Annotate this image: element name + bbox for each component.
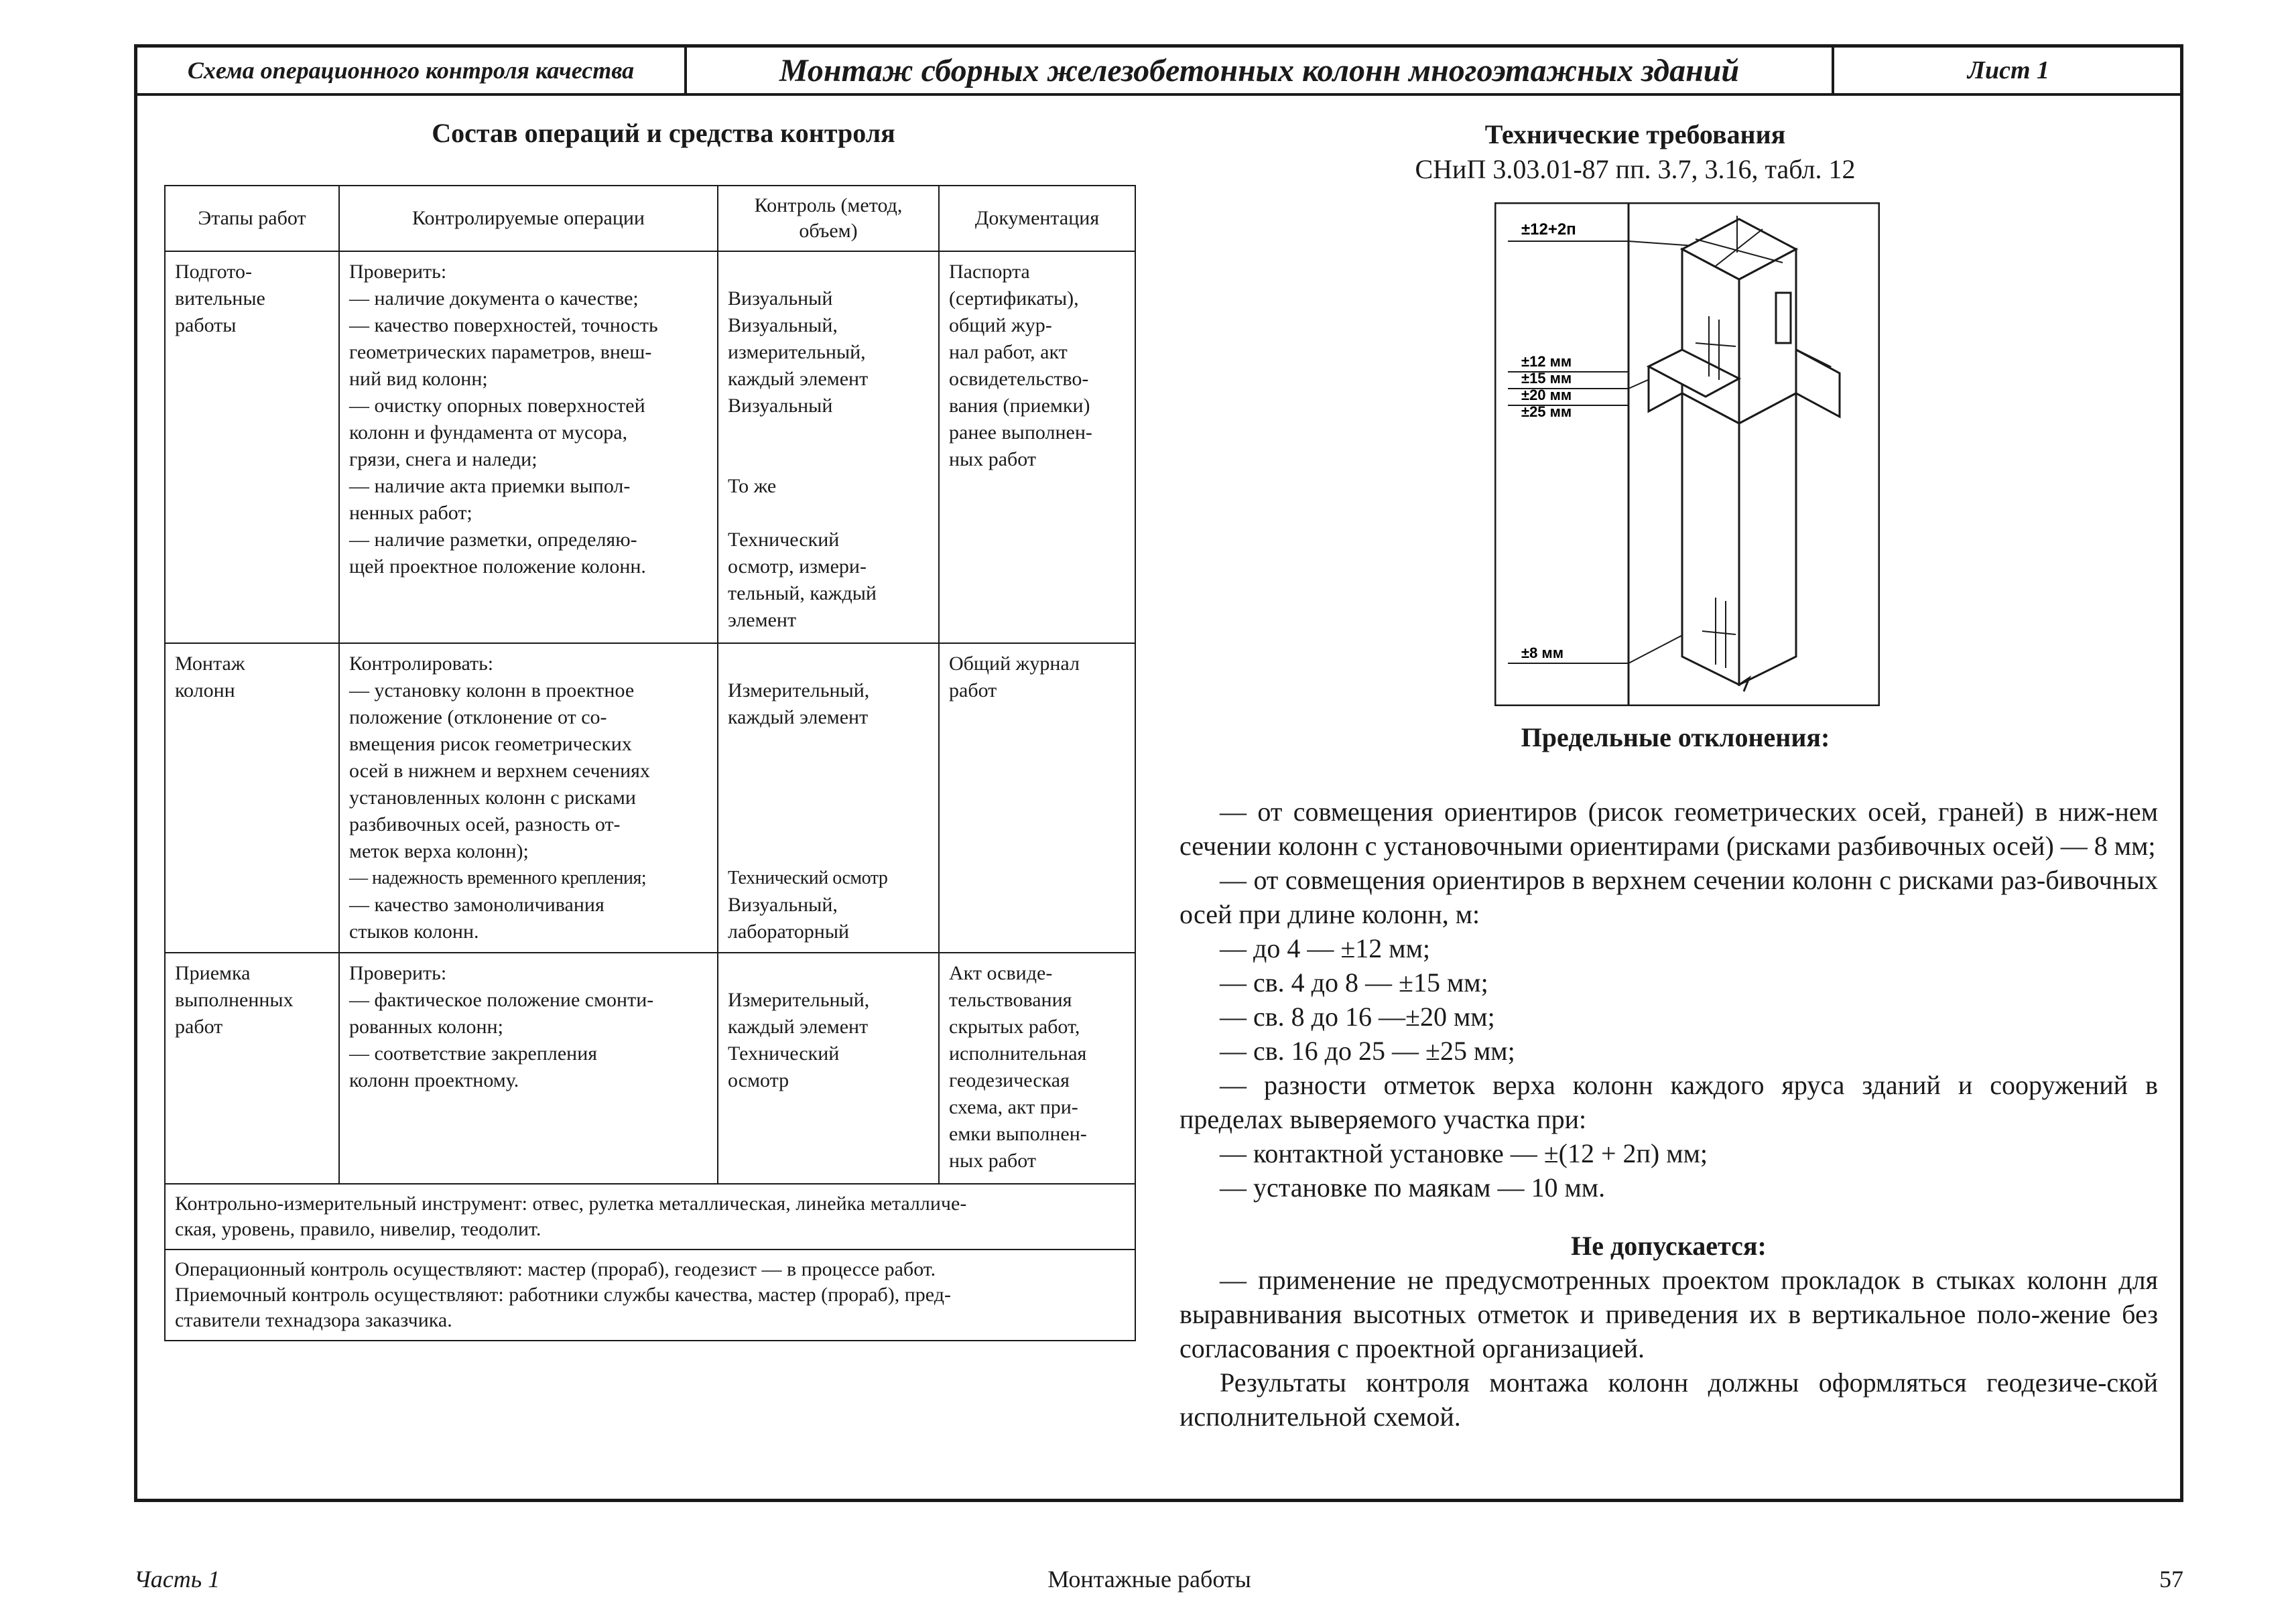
limit-item: — св. 16 до 25 — ±25 мм; — [1220, 1036, 1515, 1066]
left-section-title: Состав операций и средства контроля — [432, 118, 895, 148]
requirements-title: Технические требования — [1484, 119, 1786, 149]
cell-line: Проверить: — [349, 962, 447, 984]
cell-line: — надежность временного крепления; — [349, 868, 647, 888]
cell-line: ставители технадзора заказчика. — [175, 1309, 452, 1331]
cell-line — [728, 446, 929, 473]
table-row — [165, 251, 1135, 643]
cell-line: емки выполнен- — [949, 1123, 1087, 1145]
limit-item: — от совмещения ориентиров (рисок геометрических осей, граней) в ниж-нем сечении колонн с установочными ориентирами (рисками разбивочных осей) — 8 мм; — [1179, 797, 2158, 861]
requirements-subtitle: СНиП 3.03.01-87 пп. 3.7, 3.16, табл. 12 — [1415, 154, 1856, 184]
cell-line: Визуальный, — [728, 894, 838, 916]
cell-line — [728, 785, 929, 811]
cell-line: стыков колонн. — [349, 921, 479, 943]
column-tolerance-drawing — [1494, 202, 1880, 706]
limit-item: — св. 8 до 16 —±20 мм; — [1220, 1002, 1495, 1032]
cell-line: разбивочных осей, разность от- — [349, 813, 621, 835]
cell-line — [728, 731, 929, 758]
cell-line — [728, 838, 929, 865]
cell-line: ская, уровень, правило, нивелир, теодолит. — [175, 1218, 541, 1240]
limit-item: — разности отметок верха колонн каждого яруса зданий и сооружений в пределах выверяемого участка при: — [1179, 1070, 2158, 1134]
label-mid-2: ±15 мм — [1521, 370, 1572, 387]
cell-line: ных работ — [949, 448, 1037, 470]
cell-line: Технический осмотр — [728, 868, 888, 888]
cell-line: — очистку опорных поверхностей — [349, 395, 645, 417]
cell-line: геодезическая — [949, 1069, 1070, 1091]
cell-line — [728, 758, 929, 785]
cell-line: — соответствие закрепления — [349, 1042, 598, 1065]
cell-line: скрытых работ, — [949, 1016, 1080, 1038]
cell-line: ний вид колонн; — [349, 368, 488, 390]
stage-cell — [165, 251, 339, 643]
requirements-heading — [1317, 117, 1954, 187]
control-cell — [718, 643, 939, 953]
cell-line: щей проектное положение колонн. — [349, 555, 646, 578]
cell-line: (сертификаты), — [949, 287, 1079, 310]
cell-line: — фактическое положение смонти- — [349, 989, 654, 1011]
col-header: Документация — [939, 186, 1135, 251]
docs-cell — [939, 643, 1135, 953]
cell-line: нал работ, акт — [949, 341, 1068, 363]
column-body — [1649, 219, 1840, 691]
cell-line: общий жур- — [949, 314, 1052, 336]
cell-line — [728, 500, 929, 527]
cell-line: ранее выполнен- — [949, 421, 1092, 444]
cell-line: ных работ — [949, 1150, 1037, 1172]
col-header: Контроль (метод, объем) — [718, 186, 939, 251]
footer-page-number: 57 — [2159, 1566, 2183, 1593]
col-header: Этапы работ — [165, 186, 339, 251]
cell-line: Контролировать: — [349, 653, 494, 675]
control-cell — [718, 953, 939, 1184]
control-cell — [718, 251, 939, 643]
header-title: Монтаж сборных железобетонных колонн многоэтажных зданий — [687, 48, 1834, 93]
cell-line: вмещения рисок геометрических — [349, 733, 632, 755]
cell-line — [728, 811, 929, 838]
cell-line: Подгото- — [175, 261, 252, 283]
cell-line: Акт освиде- — [949, 962, 1053, 984]
cell-line: тельствования — [949, 989, 1072, 1011]
not-allowed-title: Не допускается: — [1571, 1231, 1767, 1261]
cell-line: Контрольно-измерительный инструмент: отвес, рулетка металлическая, линейка металличе- — [175, 1193, 967, 1215]
cell-line: выполненных — [175, 989, 294, 1011]
operations-cell — [339, 643, 718, 953]
footer-center: Монтажные работы — [1047, 1566, 1251, 1593]
operations-table — [164, 185, 1136, 1341]
cell-line: вительные — [175, 287, 265, 310]
cell-line: Проверить: — [349, 261, 447, 283]
cell-line: Общий журнал — [949, 653, 1080, 675]
control-note-cell — [165, 1249, 1135, 1341]
col-header: Контролируемые операции — [339, 186, 718, 251]
cell-line: колонн проектному. — [349, 1069, 519, 1091]
not-allowed-item: — применение не предусмотренных проектом прокладок в стыках колонн для выравнивания высотных отметок и приведения их в вертикальное поло-жение без согласования с проектной организацией. — [1179, 1265, 2158, 1363]
cell-line: осмотр, измери- — [728, 555, 867, 578]
cell-line: грязи, снега и наледи; — [349, 448, 537, 470]
cell-line: осей в нижнем и верхнем сечениях — [349, 760, 650, 782]
cell-line: тельный, каждый — [728, 582, 877, 604]
operations-cell — [339, 251, 718, 643]
cell-line: геометрических параметров, внеш- — [349, 341, 652, 363]
label-bottom: ±8 мм — [1521, 645, 1564, 661]
limit-item: — установке по маякам — 10 мм. — [1220, 1172, 1606, 1203]
cell-line: То же — [728, 475, 777, 497]
header-left: Схема операционного контроля качества — [137, 48, 687, 93]
cell-line — [728, 259, 929, 285]
cell-line: элемент — [728, 609, 797, 631]
cell-line: Операционный контроль осуществляют: мастер (прораб), геодезист — в процессе работ. — [175, 1258, 936, 1280]
operations-cell — [339, 953, 718, 1184]
cell-line: Измерительный, — [728, 679, 870, 701]
header-sheet: Лист 1 — [1967, 56, 2050, 84]
cell-line: рованных колонн; — [349, 1016, 503, 1038]
cell-line — [728, 651, 929, 677]
limit-item: — до 4 — ±12 мм; — [1220, 933, 1431, 963]
cell-line: лабораторный — [728, 921, 850, 943]
cell-line: каждый элемент — [728, 706, 869, 728]
cell-line — [728, 960, 929, 987]
cell-line: Приемка — [175, 962, 251, 984]
cell-line: Приемочный контроль осуществляют: работники службы качества, мастер (прораб), пред- — [175, 1284, 951, 1306]
cell-line: работ — [949, 679, 997, 701]
docs-cell — [939, 251, 1135, 643]
stage-cell — [165, 643, 339, 953]
cell-line: Визуальный, — [728, 314, 838, 336]
table-row — [165, 643, 1135, 953]
limit-item: — контактной установке — ±(12 + 2п) мм; — [1220, 1138, 1708, 1168]
cell-line: — наличие документа о качестве; — [349, 287, 639, 310]
cell-line — [728, 419, 929, 446]
cell-line: Технический — [728, 1042, 840, 1065]
cell-line: вания (приемки) — [949, 395, 1090, 417]
cell-line: освидетельство- — [949, 368, 1089, 390]
cell-line: — качество поверхностей, точность — [349, 314, 658, 336]
cell-line: работы — [175, 314, 237, 336]
cell-line: — наличие акта приемки выпол- — [349, 475, 631, 497]
cell-line: работ — [175, 1016, 223, 1038]
table-header-row — [165, 186, 1135, 251]
limit-item: — от совмещения ориентиров в верхнем сечении колонн с рисками раз-бивочных осей при длине колонн, м: — [1179, 865, 2158, 929]
table-row — [165, 1249, 1135, 1341]
cell-line: измерительный, — [728, 341, 866, 363]
cell-line: Измерительный, — [728, 989, 870, 1011]
label-mid-4: ±25 мм — [1521, 403, 1572, 420]
stage-cell — [165, 953, 339, 1184]
limits-title: Предельные отклонения: — [1521, 722, 1830, 752]
instruments-cell — [165, 1184, 1135, 1249]
cell-line: исполнительная — [949, 1042, 1087, 1065]
cell-line: Визуальный — [728, 287, 833, 310]
label-mid-1: ±12 мм — [1521, 353, 1572, 370]
cell-line: установленных колонн с рисками — [349, 787, 636, 809]
not-allowed-item: Результаты контроля монтажа колонн должны оформляться геодезиче-ской исполнительной схемой. — [1179, 1367, 2158, 1432]
table-row — [165, 1184, 1135, 1249]
limit-item: — св. 4 до 8 — ±15 мм; — [1220, 967, 1488, 998]
cell-line: каждый элемент — [728, 368, 869, 390]
cell-line: схема, акт при- — [949, 1096, 1078, 1118]
cell-line: колонн и фундамента от мусора, — [349, 421, 628, 444]
cell-line: меток верха колонн); — [349, 840, 529, 862]
cell-line: Паспорта — [949, 261, 1030, 283]
footer-left: Часть 1 — [134, 1566, 220, 1593]
cell-line: — наличие разметки, определяю- — [349, 529, 637, 551]
cell-line: Визуальный — [728, 395, 833, 417]
cell-line: ненных работ; — [349, 502, 472, 524]
table-row — [165, 953, 1135, 1184]
cell-line: — качество замоноличивания — [349, 894, 604, 916]
cell-line: каждый элемент — [728, 1016, 869, 1038]
cell-line: — установку колонн в проектное — [349, 679, 635, 701]
label-top: ±12+2п — [1521, 220, 1576, 239]
docs-cell — [939, 953, 1135, 1184]
header-bar — [137, 48, 2180, 96]
cell-line: колонн — [175, 679, 235, 701]
cell-line: Технический — [728, 529, 840, 551]
limits-block — [1179, 722, 2158, 1434]
cell-line: Монтаж — [175, 653, 245, 675]
cell-line: положение (отклонение от со- — [349, 706, 607, 728]
cell-line: осмотр — [728, 1069, 789, 1091]
label-mid-3: ±20 мм — [1521, 387, 1572, 403]
